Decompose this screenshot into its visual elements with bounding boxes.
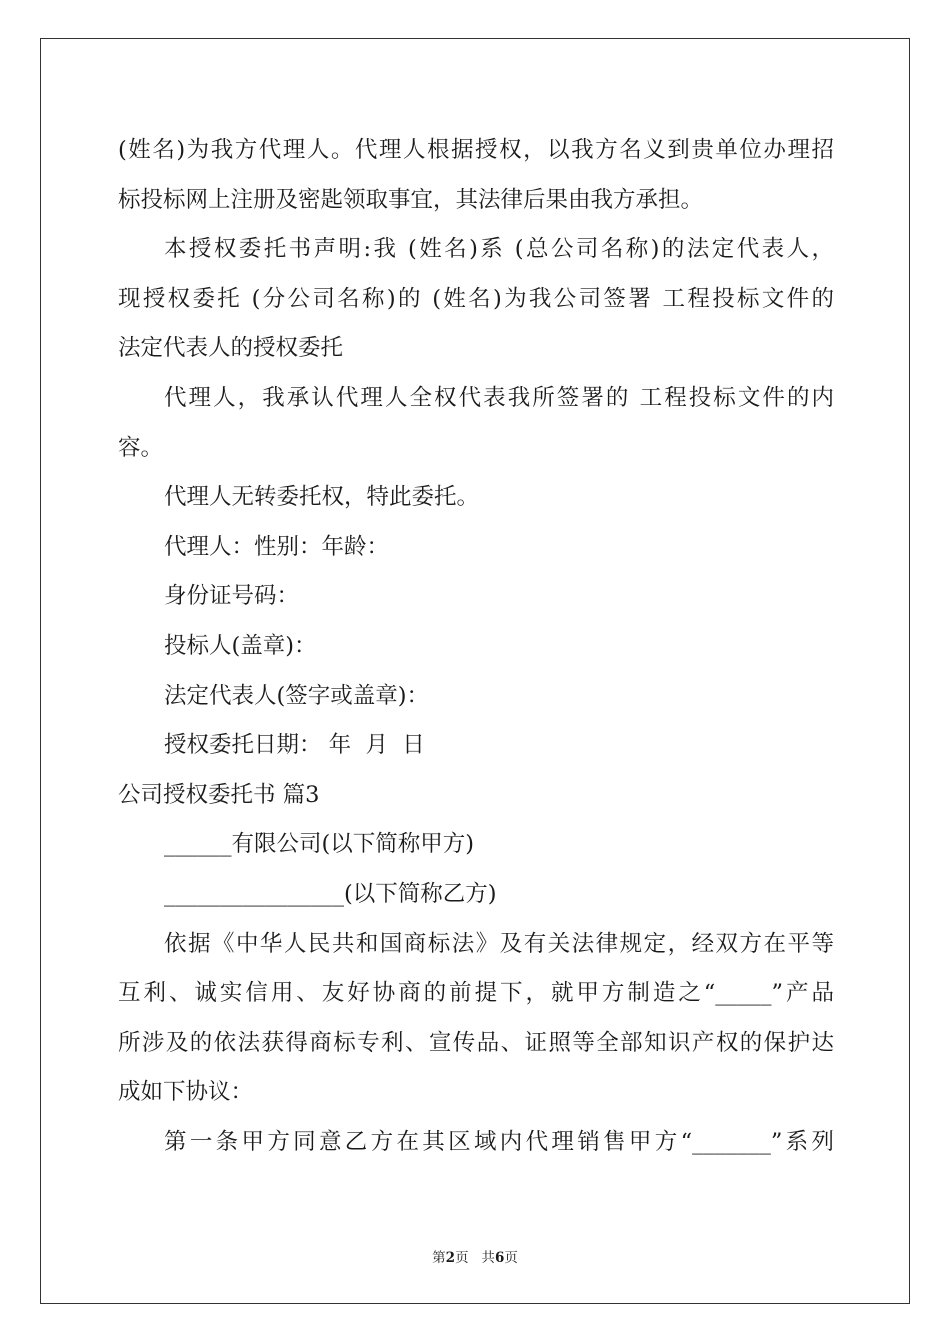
text-line: 容。: [118, 434, 164, 461]
text-line: 现授权委托 (分公司名称)的 (姓名)为我公司签署 工程投标文件的: [118, 285, 834, 312]
text-line: 法定代表人(签字或盖章)：: [164, 682, 430, 709]
section-heading: 公司授权委托书 篇3: [118, 781, 320, 808]
text-line: 成如下协议：: [118, 1079, 254, 1106]
footer-current-page: 2: [445, 1250, 456, 1266]
text-line: 法定代表人的授权委托: [118, 335, 344, 362]
footer-suffix: 页: [504, 1250, 518, 1266]
text-line: ________________(以下简称乙方): [164, 880, 497, 907]
text-line: ______有限公司(以下简称甲方): [164, 831, 475, 858]
footer-total-pages: 6: [494, 1250, 505, 1266]
text-line: 代理人无转委托权，特此委托。: [164, 484, 480, 511]
text-line: 授权委托日期： 年 月 日: [164, 732, 425, 759]
text-line: 标投标网上注册及密匙领取事宜，其法律后果由我方承担。: [118, 186, 704, 213]
text-line: 第一条甲方同意乙方在其区域内代理销售甲方“_______”系列: [164, 1128, 834, 1155]
text-line: 依据《中华人民共和国商标法》及有关法律规定，经双方在平等: [164, 930, 834, 957]
text-line: 投标人(盖章)：: [164, 632, 317, 659]
page-footer: [0, 1246, 950, 1266]
text-line: 所涉及的依法获得商标专利、宣传品、证照等全部知识产权的保护达: [118, 1029, 834, 1056]
text-line: 代理人，我承认代理人全权代表我所签署的 工程投标文件的内: [164, 384, 834, 411]
footer-prefix: 第: [432, 1250, 446, 1266]
text-line: (姓名)为我方代理人。代理人根据授权，以我方名义到贵单位办理招: [118, 137, 834, 163]
text-line: 身份证号码：: [164, 583, 300, 610]
document-body: [118, 126, 834, 1167]
text-line: 互利、诚实信用、友好协商的前提下，就甲方制造之“_____”产品: [118, 980, 834, 1007]
text-line: 本授权委托书声明:我 (姓名)系 (总公司名称)的法定代表人，: [164, 236, 834, 263]
footer-middle: 页 共: [455, 1250, 495, 1266]
text-line: 代理人：性别：年龄：: [164, 533, 390, 560]
